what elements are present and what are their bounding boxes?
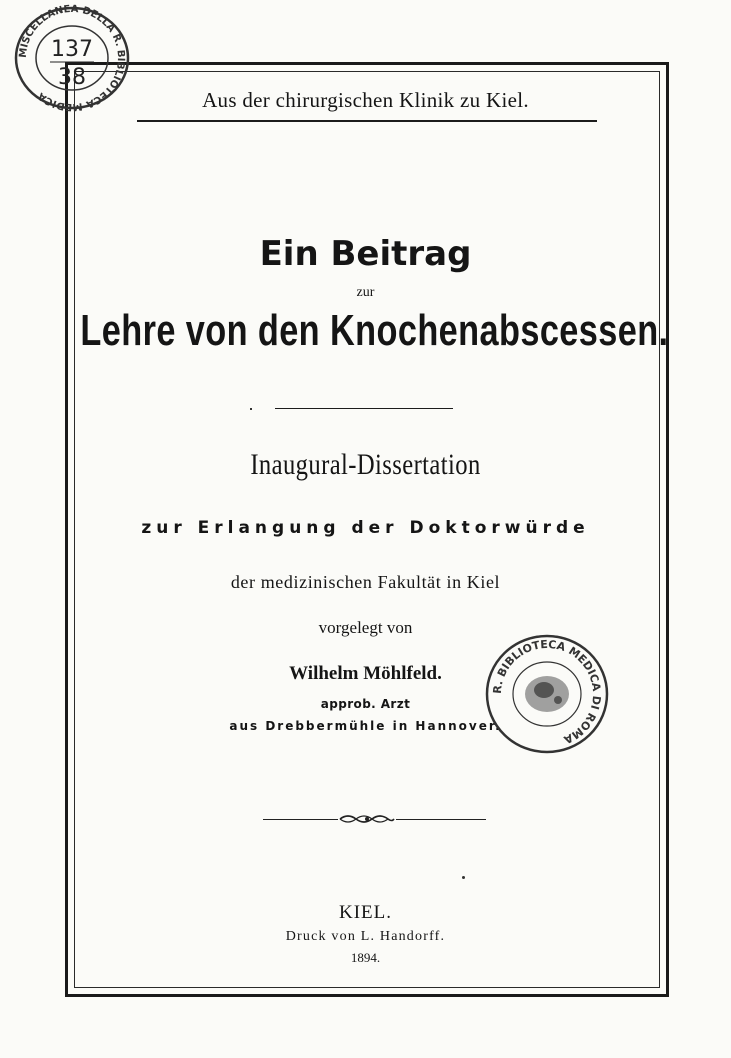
faculty-line: der medizinischen Fakultät in Kiel xyxy=(230,572,501,592)
ink-speck xyxy=(462,876,465,879)
library-stamp-top-left xyxy=(8,4,136,112)
imprint-printer: Druck von L. Handorff. xyxy=(285,929,446,944)
header-rule xyxy=(137,120,597,122)
dissertation-type: Inaugural-Dissertation xyxy=(250,448,481,481)
ink-speck xyxy=(250,408,252,410)
stamp-right-ring-text: R. BIBLIOTECA MEDICA DI ROMA xyxy=(490,637,604,747)
ornament-icon xyxy=(338,811,396,827)
title-connector: zur xyxy=(356,285,375,300)
author-origin: aus Drebbermühle in Hannover. xyxy=(229,719,502,733)
title-line-2: Lehre von den Knochenabscessen. xyxy=(80,306,669,355)
library-stamp-right xyxy=(482,632,612,756)
title-divider xyxy=(275,408,453,409)
title-line-1: Ein Beitrag xyxy=(259,234,472,274)
dissertation-purpose: zur Erlangung der Doktorwürde xyxy=(141,518,590,538)
stamp-number-bottom: 38 xyxy=(58,65,86,90)
ornament-rule-left xyxy=(263,819,338,820)
imprint-year: 1894. xyxy=(350,950,381,965)
stamp-ring-text: MISCELLANEA DELLA R. BIBLIOTECA MEDICA xyxy=(17,4,127,112)
institution-header: Aus der chirurgischen Klinik zu Kiel. xyxy=(202,88,529,112)
author-title: approb. Arzt xyxy=(320,697,411,711)
ornament-rule-right xyxy=(396,819,486,820)
imprint-city: KIEL. xyxy=(338,902,392,923)
author-name: Wilhelm Möhlfeld. xyxy=(289,663,442,684)
stamp-number-top: 137 xyxy=(51,37,93,62)
submitted-by: vorgelegt von xyxy=(318,618,413,637)
